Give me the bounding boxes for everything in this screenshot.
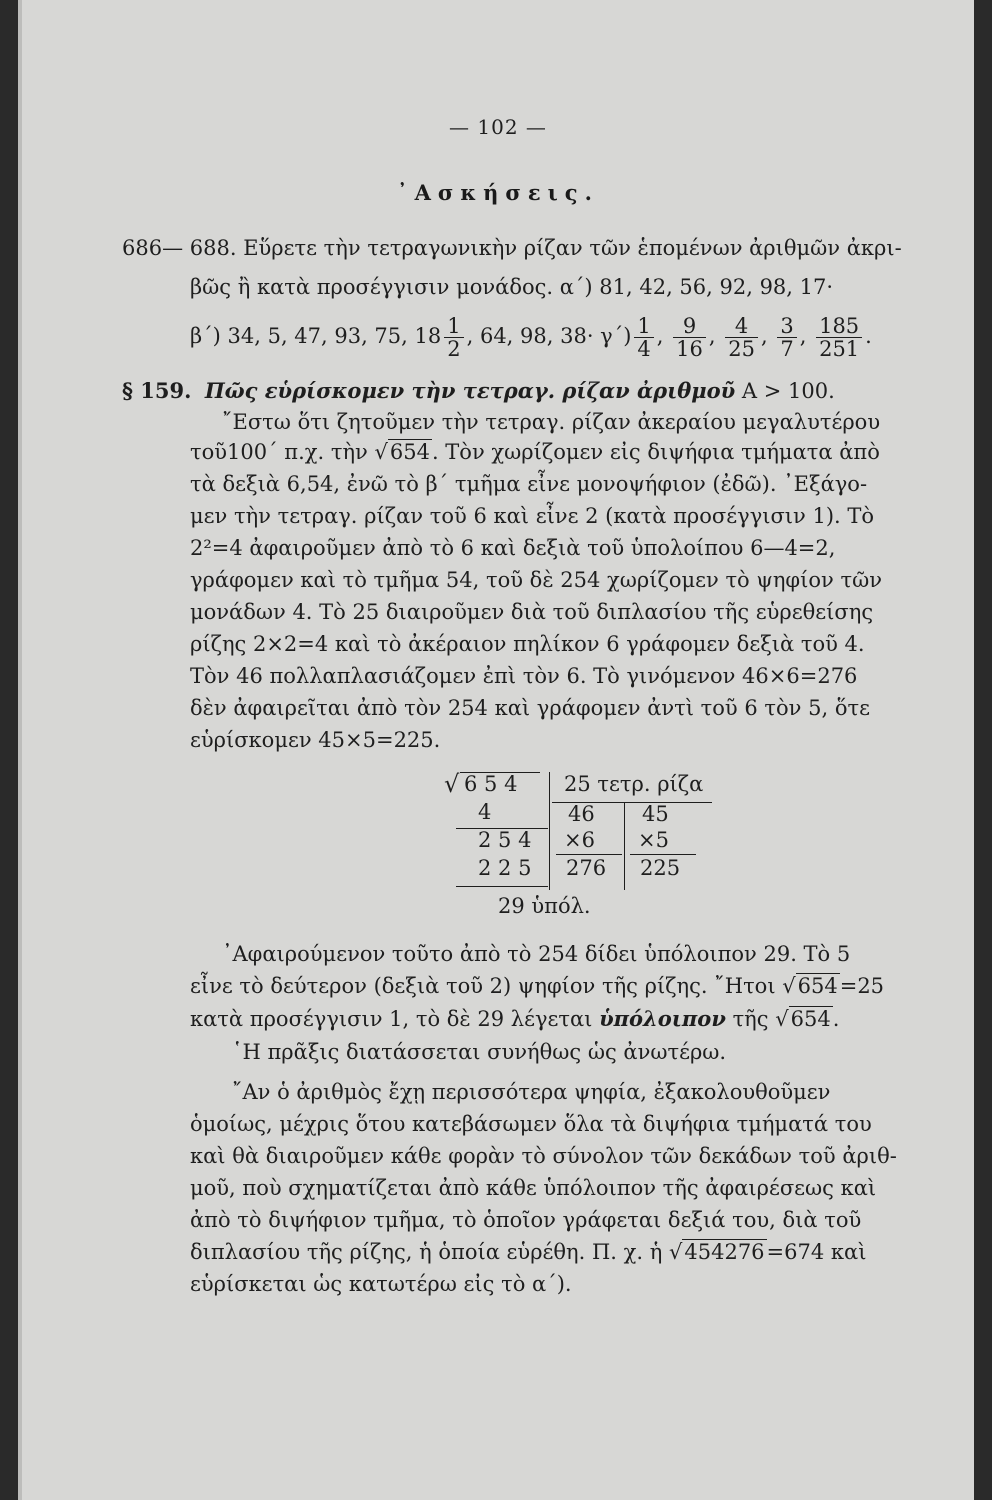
fraction-1-4: $\frac{1}{4}$ [634, 315, 653, 360]
text-line: μονάδων 4. Τὸ 25 διαιροῦμεν διὰ τοῦ διπλασίου τῆς εὑρεθείσης [190, 600, 874, 624]
text-line: ἀπὸ τὸ διψήφιον τμῆμα, τὸ ὁποῖον γράφεται δεξιά του, διὰ τοῦ [190, 1208, 862, 1232]
text-line: ὁμοίως, μέχρις ὅτου κατεβάσωμεν ὅλα τὰ διψήφια τμήματά του [190, 1112, 872, 1136]
scheme-subtrahend-2: 2 2 5 [478, 856, 532, 880]
trial-46: 46 [568, 802, 595, 826]
text-line: γράφομεν καὶ τὸ τμῆμα 54, τοῦ δὲ 254 χωρίζομεν τὸ ψηφίον τῶν [190, 568, 882, 592]
text-line: εὑρίσκεται ὡς κατωτέρω εἰς τὸ α΄). [190, 1272, 572, 1296]
page-number: — 102 — [449, 115, 547, 139]
text-line: ῎Εστω ὅτι ζητοῦμεν τὴν τετραγ. ρίζαν ἀκεραίου μεγαλυτέρου [222, 410, 881, 434]
exercise-beta-values: β΄) 34, 5, 47, 93, 75, 18 [190, 324, 442, 348]
text-line: δὲν ἀφαιρεῖται ἀπὸ τὸν 254 καὶ γράφομεν ἀντὶ τοῦ 6 τὸν 5, ὅτε [190, 696, 870, 720]
section-title: ᾿Ασκήσεις. [397, 180, 599, 205]
trial-45: 45 [642, 802, 669, 826]
scheme-remainder-1: 2 5 4 [478, 828, 532, 852]
text-line: καὶ θὰ διαιροῦμεν κάθε φορὰν τὸ σύνολον τῶν δεκάδων τοῦ ἀριθ- [190, 1144, 897, 1168]
trial-times-6: ×6 [564, 828, 595, 852]
root-label: 25 τετρ. ρίζα [564, 772, 704, 796]
text-line: ῾Η πρᾶξις διατάσσεται συνήθως ὡς ἀνωτέρω. [232, 1040, 727, 1064]
scheme-remainder: 29 ὑπόλ. [498, 894, 591, 918]
square-root-scheme [442, 768, 742, 918]
exercise-line-3: β΄) 34, 5, 47, 93, 75, 18 $\frac{1}{2}$ , 64, 98, 38· γ΄) $\frac{1}{4}$ , $\frac{9}{16}$ , $\frac{4}{25}$ , $\frac{3}{7}$ , $\frac{185}{251}$ . [190, 314, 872, 361]
text-line: Τὸν 46 πολλαπλασιάζομεν ἐπὶ τὸν 6. Τὸ γινόμενον 46×6=276 [190, 664, 858, 688]
text-line: ᾿Αφαιρούμενον τοῦτο ἀπὸ τὸ 254 δίδει ὑπόλοιπον 29. Τὸ 5 [222, 942, 851, 966]
fraction-4-25: $\frac{4}{25}$ [725, 315, 758, 360]
exercise-line-1: 686— 688. Εὕρετε τὴν τετραγωνικὴν ρίζαν τῶν ἑπομένων ἀριθμῶν ἀκρι- [122, 236, 902, 260]
paragraph-title: Πῶς εὑρίσκομεν τὴν τετραγ. ρίζαν ἀριθμοῦ [204, 378, 736, 403]
text-line: τὰ δεξιὰ 6,54, ἐνῶ τὸ β΄ τμῆμα εἶνε μονοψήφιον (ἐδῶ). ᾿Εξάγο- [190, 472, 868, 496]
paragraph-title-tail: Α > 100. [741, 379, 835, 403]
text-line: εὑρίσκομεν 45×5=225. [190, 728, 441, 752]
exercise-line-2: βῶς ἢ κατὰ προσέγγισιν μονάδος. α΄) 81, 42, 56, 92, 98, 17· [190, 275, 834, 299]
term-remainder: ὑπόλοιπον [599, 1006, 726, 1031]
scheme-subtrahend-1: 4 [478, 800, 492, 824]
trial-225: 225 [640, 856, 681, 880]
paragraph-heading [122, 378, 835, 403]
exercise-beta-values-tail: , 64, 98, 38· γ΄) [466, 324, 632, 348]
text-line: ρίζης 2×2=4 καὶ τὸ ἀκέραιον πηλίκον 6 γράφομεν δεξιὰ τοῦ 4. [190, 632, 865, 656]
text-line: κατὰ προσέγγισιν 1, τὸ δὲ 29 λέγεται ὑπόλοιπον τῆς √654. [190, 1006, 840, 1031]
text-line: μεν τὴν τετραγ. ρίζαν τοῦ 6 καὶ εἶνε 2 (κατὰ προσέγγισιν 1). Τὸ [190, 504, 875, 528]
radicand: 6 5 4 [464, 772, 518, 796]
fraction-9-16: $\frac{9}{16}$ [673, 315, 706, 360]
radical-sign: √ [444, 770, 460, 798]
trial-times-5: ×5 [638, 828, 669, 852]
fraction-185-251: $\frac{185}{251}$ [816, 315, 862, 360]
text-line: 2²=4 ἀφαιροῦμεν ἀπὸ τὸ 6 καὶ δεξιὰ τοῦ ὑπολοίπου 6—4=2, [190, 536, 836, 560]
text-line: ῎Αν ὁ ἀριθμὸς ἔχῃ περισσότερα ψηφία, ἐξακολουθοῦμεν [232, 1080, 831, 1104]
text-line: μοῦ, ποὺ σχηματίζεται ἀπὸ κάθε ὑπόλοιπον τῆς ἀφαιρέσεως καὶ [190, 1176, 877, 1200]
fraction-one-half: $\frac{1}{2}$ [444, 315, 463, 360]
fraction-3-7: $\frac{3}{7}$ [777, 315, 796, 360]
trial-276: 276 [566, 856, 607, 880]
text-line: εἶνε τὸ δεύτερον (δεξιὰ τοῦ 2) ψηφίον τῆς ρίζης. ῎Ητοι √654=25 [190, 974, 885, 998]
paragraph-number: § 159. [122, 378, 192, 403]
book-page [18, 0, 974, 1500]
text-line: τοῦ100΄ π.χ. τὴν √654. Τὸν χωρίζομεν εἰς διψήφια τμήματα ἀπὸ [190, 440, 880, 464]
text-line: διπλασίου τῆς ρίζης, ἡ ὁποία εὑρέθη. Π. χ. ἡ √454276=674 καὶ [190, 1240, 867, 1264]
